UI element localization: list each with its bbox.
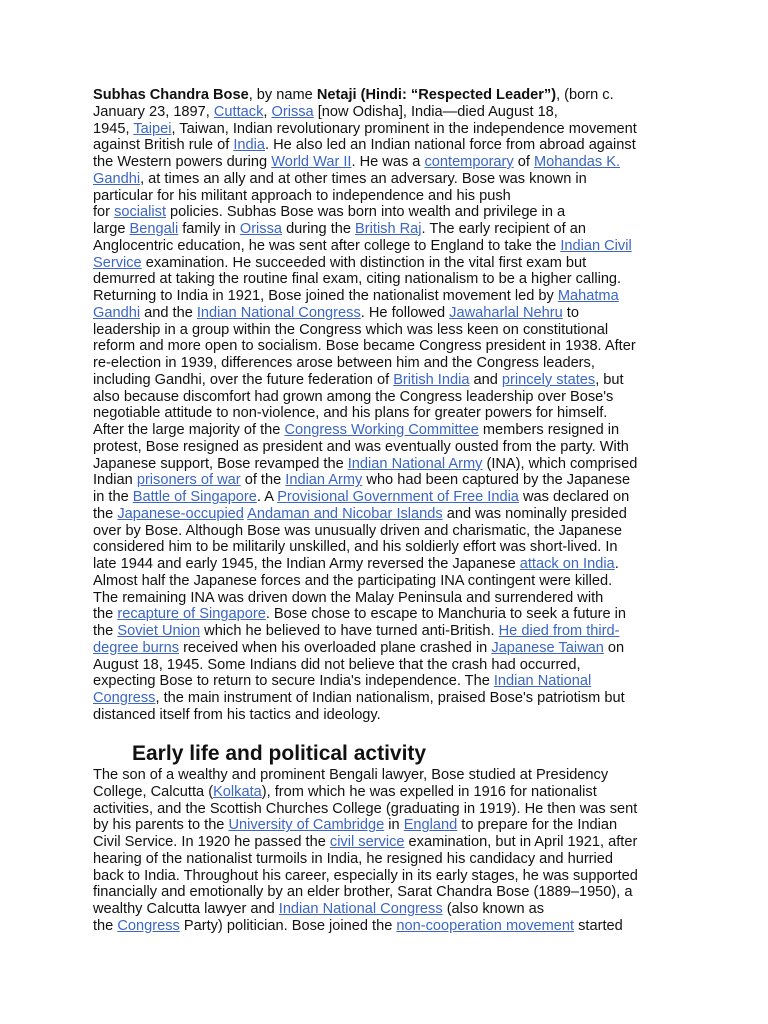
link-mohandas-k[interactable]: Mohandas K. (534, 154, 620, 170)
link-university-of-cambridge[interactable]: University of Cambridge (228, 817, 385, 834)
link-orissa[interactable]: Orissa (271, 103, 314, 120)
link-british-raj[interactable]: British Raj (355, 221, 422, 237)
link-indian-national-army[interactable]: Indian National Army (347, 455, 483, 472)
link-orissa[interactable]: Orissa (239, 221, 283, 237)
subject-epithet: Netaji (Hindi: “Respected Leader”) (316, 87, 557, 103)
link-england[interactable]: England (403, 817, 458, 834)
link-indian-national[interactable]: Indian National (493, 673, 592, 690)
link-bengali[interactable]: Bengali (129, 221, 179, 237)
link-japanese-occupied[interactable]: Japanese-occupied (117, 505, 244, 522)
link-congress[interactable]: Congress (117, 917, 180, 934)
link-congress-working-committee[interactable]: Congress Working Committee (284, 422, 479, 438)
link-degree-burns[interactable]: degree burns (93, 639, 180, 656)
link-non-cooperation-movement[interactable]: non-cooperation movement (396, 917, 575, 934)
link-soviet-union[interactable]: Soviet Union (117, 623, 201, 639)
subject-name: Subhas Chandra Bose (93, 87, 249, 103)
link-mahatma[interactable]: Mahatma (557, 288, 619, 304)
link-cuttack[interactable]: Cuttack (213, 103, 264, 120)
intro-paragraph: Subhas Chandra Bose, by name Netaji (Hindi: “Respected Leader”), (born c. January 23, 1897, Cuttack, Orissa [now Odisha], India—died August 18, 1945, Taipei, Taiwan, Indian revolutionary prominent in the independence movement against British rule of India. He also led an Indian national force from abroad against the Western powers during World War II. He was a contemporary of Mohandas K. Gandhi, at times an ally and at other times an adversary. Bose was known in particular for his militant approach to independence and his push for socialist policies. Subhas Bose was born into wealth and privilege in a large Bengali family in Orissa during the British Raj. The early recipient of an Anglocentric education, he was sent after college to England to take the Indian Civil Service examination. He succeeded with distinction in the vital first exam but demurred at taking the routine final exam, citing nationalism to be a higher calling. Returning to India in 1921, Bose joined the nationalist movement led by Mahatma Gandhi and the Indian National Congress. He followed Jawaharlal Nehru to leadership in a group within the Congress which was less keen on constitutional reform and more open to socialism. Bose became Congress president in 1938. After re-election in 1939, differences arose between him and the Congress leaders, including Gandhi, over the future federation of British India and princely states, but also because discomfort had grown among the Congress leadership over Bose's negotiable attitude to non-violence, and his plans for greater powers for himself. After the large majority of the Congress Working Committee members resigned in protest, Bose resigned as president and was eventually ousted from the party. With Japanese support, Bose revamped the Indian National Army (INA), which comprised Indian prisoners of war of the Indian Army who had been captured by the Japanese in the Battle of Singapore. A Provisional Government of Free India was declared on the Japanese-occupied Andaman and Nicobar Islands and was nominally presided over by Bose. Although Bose was unusually driven and charismatic, the Japanese considered him to be militarily unskilled, and his soldierly effort was short-lived. In late 1944 and early 1945, the Indian Army reversed the Japanese attack on India. Almost half the Japanese forces and the participating INA contingent were killed. The remaining INA was driven down the Malay Peninsula and surrendered with the recapture of Singapore. Bose chose to escape to Manchuria to seek a future in the Soviet Union which he believed to have turned anti-British. He died from third- degree burns received when his overloaded plane crashed in Japanese Taiwan on August 18, 1945. Some Indians did not believe that the crash had occurred, expecting Bose to return to secure India's independence. The Indian National Congress, the main instrument of Indian nationalism, praised Bose's patriotism but distanced itself from his tactics and ideology. (93, 87, 638, 723)
link-provisional-government-of-free-india[interactable]: Provisional Government of Free India (277, 489, 519, 505)
link-gandhi[interactable]: Gandhi (93, 304, 141, 321)
link-indian-army[interactable]: Indian Army (285, 472, 363, 489)
link-prisoners-of-war[interactable]: prisoners of war (136, 472, 241, 489)
link-british-india[interactable]: British India (393, 371, 470, 388)
link-gandhi[interactable]: Gandhi (93, 170, 141, 187)
link-indian-civil[interactable]: Indian Civil (560, 237, 632, 254)
link-india[interactable]: India (233, 137, 265, 154)
link-indian-national-congress[interactable]: Indian National Congress (196, 304, 361, 321)
link-contemporary[interactable]: contemporary (424, 154, 514, 170)
link-world-war-ii[interactable]: World War II (271, 154, 352, 170)
link-recapture-of-singapore[interactable]: recapture of Singapore (117, 606, 266, 623)
link-service[interactable]: Service (93, 254, 142, 271)
link-princely-states[interactable]: princely states (501, 371, 596, 388)
link-he-died-from-third[interactable]: He died from third- (498, 623, 620, 639)
link-indian-national-congress[interactable]: Indian National Congress (278, 901, 443, 917)
link-andaman-and-nicobar-islands[interactable]: Andaman and Nicobar Islands (247, 505, 443, 522)
link-attack-on-india[interactable]: attack on India (519, 556, 615, 572)
section-paragraph: The son of a wealthy and prominent Bengali lawyer, Bose studied at Presidency College, Calcutta (Kolkata), from which he was expelled in 1916 for nationalist activities, and the Scottish Churches College (graduating in 1919). He then was sent by his parents to the University of Cambridge in England to prepare for the Indian Civil Service. In 1920 he passed the civil service examination, but in April 1921, after hearing of the nationalist turmoils in India, he resigned his candidacy and hurried back to India. Throughout his career, especially in its early stages, he was supported financially and emotionally by an elder brother, Sarat Chandra Bose (1889–1950), a wealthy Calcutta lawyer and Indian National Congress (also known as the Congress Party) politician. Bose joined the non-cooperation movement started (93, 767, 638, 934)
section-heading: Early life and political activity (132, 742, 427, 765)
link-kolkata[interactable]: Kolkata (213, 783, 262, 800)
link-japanese-taiwan[interactable]: Japanese Taiwan (491, 639, 604, 656)
link-socialist[interactable]: socialist (114, 204, 166, 221)
link-taipei[interactable]: Taipei (133, 120, 172, 137)
link-congress[interactable]: Congress (93, 690, 156, 706)
link-battle-of-singapore[interactable]: Battle of Singapore (132, 489, 257, 505)
link-jawaharlal-nehru[interactable]: Jawaharlal Nehru (449, 304, 563, 321)
link-civil-service[interactable]: civil service (329, 834, 405, 850)
